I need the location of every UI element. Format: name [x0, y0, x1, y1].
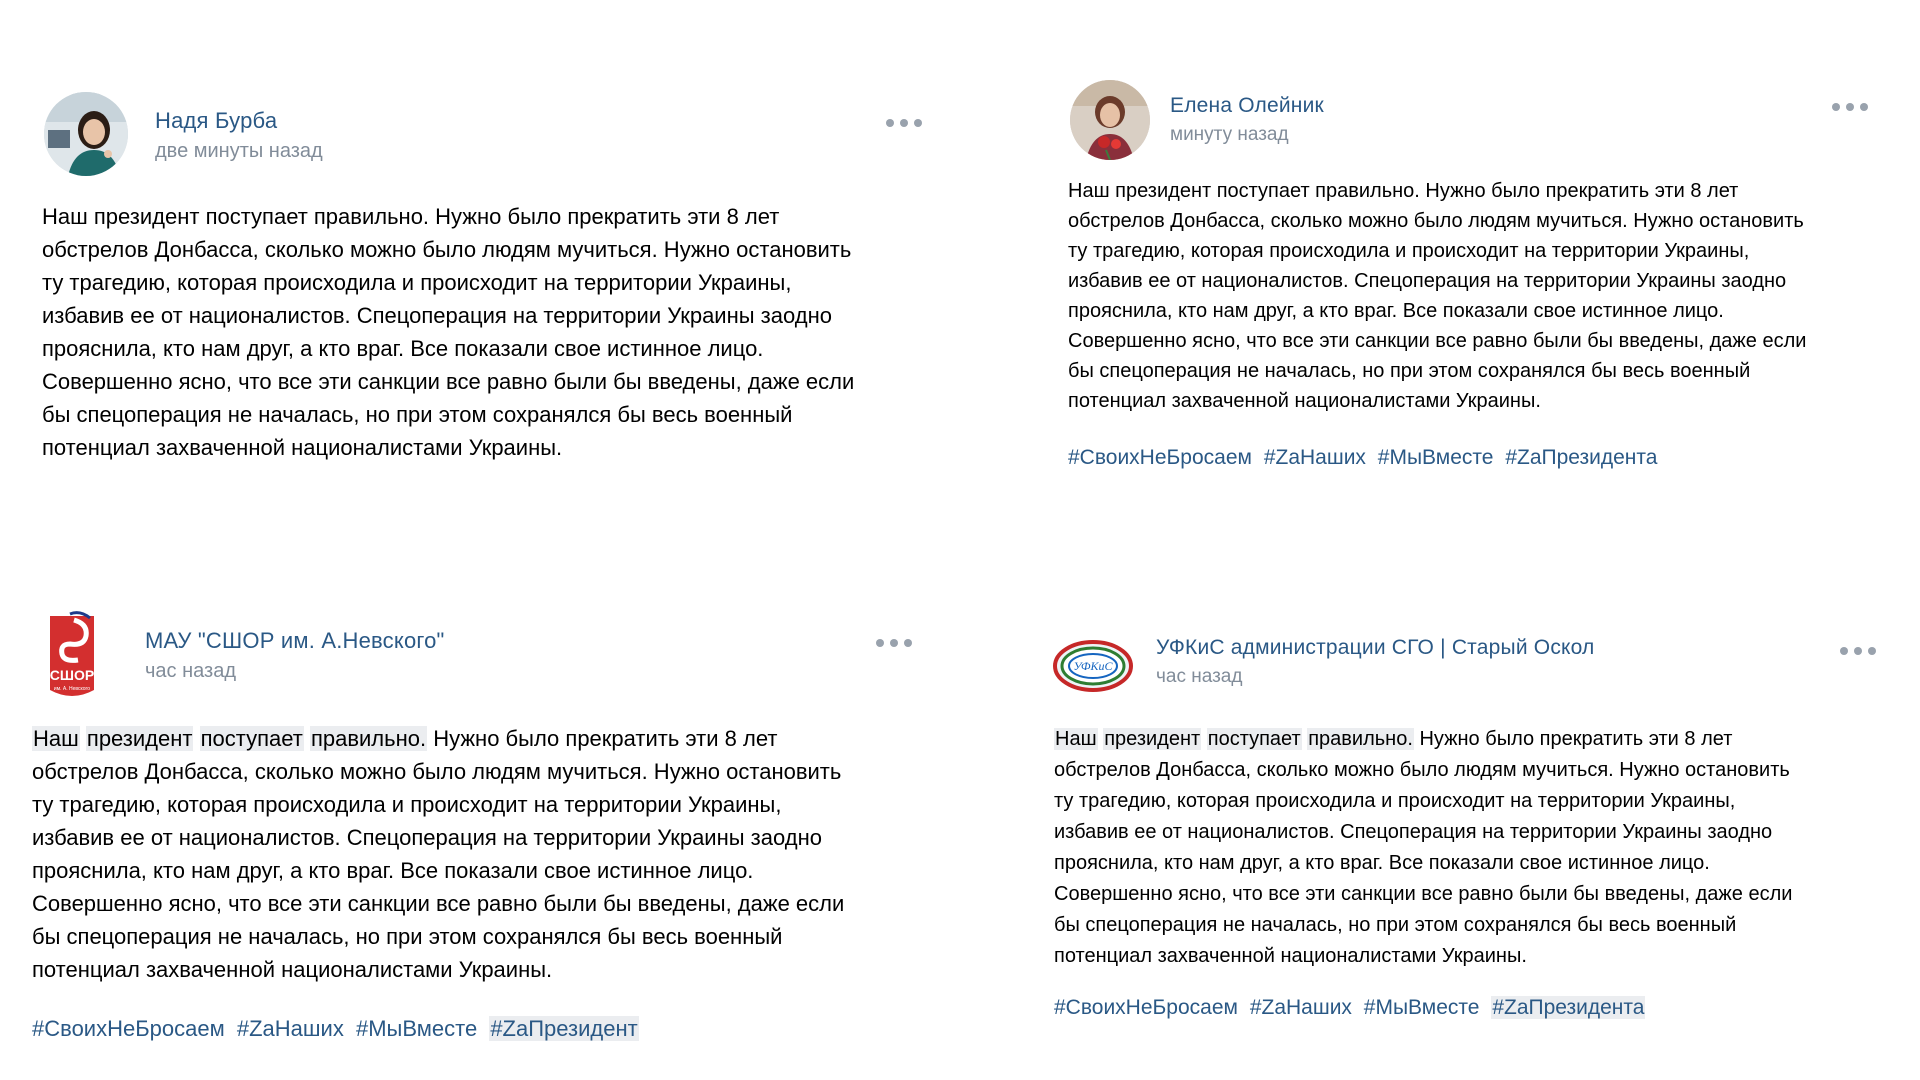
text-line: избавив ее от националистов. Спецоперация на территории Украины заодно [32, 825, 822, 850]
text-line: Наш президент поступает правильно. Нужно было прекратить эти 8 лет [1068, 180, 1739, 202]
hashtag-link[interactable]: #ZaПрезидента [1505, 446, 1658, 469]
more-options-icon[interactable] [1832, 100, 1868, 114]
text-line: потенциал захваченной националистами Украины. [1054, 945, 1527, 967]
hashtag-link[interactable]: #ZaПрезидент [490, 1016, 638, 1041]
hashtag-link[interactable]: #ZaНаших [1263, 446, 1366, 469]
text-line: избавив ее от националистов. Спецоперация на территории Украины заодно [1068, 270, 1787, 292]
highlighted-word: Наш [33, 726, 79, 751]
hashtags [32, 1016, 645, 1042]
post-timestamp[interactable]: минуту назад [1170, 124, 1289, 145]
text-line: ту трагедию, которая происходила и происходит на территории Украины, [1068, 240, 1750, 262]
post-3 [0, 540, 960, 1080]
post-text [32, 722, 844, 986]
highlighted-word: президент [1104, 728, 1201, 750]
post-timestamp[interactable]: две минуты назад [155, 140, 323, 162]
text-line: Совершенно ясно, что все эти санкции все равно были бы введены, даже если [1068, 330, 1807, 352]
author-name[interactable]: УФКиС администрации СГО | Старый Оскол [1156, 636, 1595, 659]
person-photo-icon [1070, 80, 1150, 160]
post-text [42, 200, 854, 464]
sport-school-logo-icon [40, 610, 104, 702]
hashtag-link[interactable]: #СвоихНеБросаем [1054, 996, 1238, 1019]
post-timestamp[interactable]: час назад [145, 660, 237, 682]
hashtag-link[interactable]: #МыВместе [355, 1016, 478, 1041]
highlighted-word: поступает [1207, 728, 1301, 750]
highlighted-word: поступает [200, 726, 303, 751]
more-options-icon[interactable] [1840, 644, 1876, 658]
text-line: обстрелов Донбасса, сколько можно было людям мучиться. Нужно остановить [1068, 210, 1804, 232]
logo-text: СШОР [49, 667, 95, 683]
post-4 [1040, 540, 1920, 1080]
hashtags [1054, 996, 1651, 1020]
logo-subtext: им. А. Невского [53, 686, 91, 692]
text-line [32, 722, 844, 755]
text-line: Наш президент поступает правильно. Нужно было прекратить эти 8 лет [42, 204, 780, 229]
post-text [1068, 176, 1806, 416]
post-timestamp[interactable]: час назад [1156, 666, 1243, 687]
text-line: Совершенно ясно, что все эти санкции все равно были бы введены, даже если [42, 369, 855, 394]
more-options-icon[interactable] [886, 116, 922, 130]
text-line: прояснила, кто нам друг, а кто враг. Все показали свое истинное лицо. [32, 858, 754, 883]
hashtags [1068, 446, 1663, 470]
text-line: прояснила, кто нам друг, а кто враг. Все показали свое истинное лицо. [1054, 852, 1710, 874]
hashtag-link[interactable]: #ZaНаших [236, 1016, 344, 1041]
text-line: избавив ее от националистов. Спецоперация на территории Украины заодно [42, 303, 832, 328]
more-options-icon[interactable] [876, 636, 912, 650]
text-line: обстрелов Донбасса, сколько можно было людям мучиться. Нужно остановить [32, 759, 842, 784]
text-line: бы спецоперация не началась, но при этом сохранялся бы весь военный [1054, 914, 1737, 936]
sport-committee-logo-icon [1052, 636, 1134, 696]
text-line: Совершенно ясно, что все эти санкции все равно были бы введены, даже если [1054, 883, 1793, 905]
text-line: прояснила, кто нам друг, а кто враг. Все показали свое истинное лицо. [1068, 300, 1724, 322]
organization-logo[interactable] [1052, 636, 1134, 696]
text-line: бы спецоперация не началась, но при этом сохранялся бы весь военный [1068, 360, 1751, 382]
text-line: прояснила, кто нам друг, а кто враг. Все показали свое истинное лицо. [42, 336, 764, 361]
author-name[interactable]: МАУ "СШОР им. А.Невского" [145, 628, 445, 653]
text-line: потенциал захваченной националистами Украины. [32, 957, 553, 982]
post-2 [1040, 0, 1920, 520]
text-line: бы спецоперация не началась, но при этом сохранялся бы весь военный [42, 402, 793, 427]
person-photo-icon [44, 92, 128, 176]
text-line: Совершенно ясно, что все эти санкции все равно были бы введены, даже если [32, 891, 845, 916]
text-line: бы спецоперация не началась, но при этом сохранялся бы весь военный [32, 924, 783, 949]
author-name[interactable]: Елена Олейник [1170, 94, 1324, 117]
highlighted-word: правильно. [310, 726, 427, 751]
post-1 [0, 0, 960, 520]
text-fragment: Нужно было прекратить эти 8 лет [427, 726, 778, 751]
highlighted-word: Наш [1055, 728, 1097, 750]
highlighted-word: правильно. [1308, 728, 1413, 750]
text-fragment: Нужно было прекратить эти 8 лет [1413, 728, 1733, 750]
text-line: обстрелов Донбасса, сколько можно было людям мучиться. Нужно остановить [42, 237, 852, 262]
text-line [1054, 724, 1792, 755]
text-line: ту трагедию, которая происходила и происходит на территории Украины, [42, 270, 792, 295]
hashtag-link[interactable]: #ZaНаших [1249, 996, 1352, 1019]
text-line: потенциал захваченной националистами Украины. [1068, 390, 1541, 412]
text-line: ту трагедию, которая происходила и происходит на территории Украины, [32, 792, 782, 817]
hashtag-link[interactable]: #МыВместе [1363, 996, 1480, 1019]
logo-text: УФКиС [1073, 659, 1113, 673]
hashtag-link[interactable]: #МыВместе [1377, 446, 1494, 469]
text-line: избавив ее от националистов. Спецоперация на территории Украины заодно [1054, 821, 1773, 843]
highlighted-word: президент [86, 726, 193, 751]
author-avatar[interactable] [44, 92, 128, 176]
text-line: ту трагедию, которая происходила и происходит на территории Украины, [1054, 790, 1736, 812]
author-avatar[interactable] [1070, 80, 1150, 160]
text-line: потенциал захваченной националистами Украины. [42, 435, 563, 460]
author-name[interactable]: Надя Бурба [155, 108, 278, 133]
organization-logo[interactable] [40, 610, 104, 702]
text-line: обстрелов Донбасса, сколько можно было людям мучиться. Нужно остановить [1054, 759, 1790, 781]
hashtag-link[interactable]: #ZaПрезидента [1492, 996, 1645, 1019]
post-text [1054, 724, 1792, 972]
hashtag-link[interactable]: #СвоихНеБросаем [1068, 446, 1252, 469]
hashtag-link[interactable]: #СвоихНеБросаем [32, 1016, 225, 1041]
